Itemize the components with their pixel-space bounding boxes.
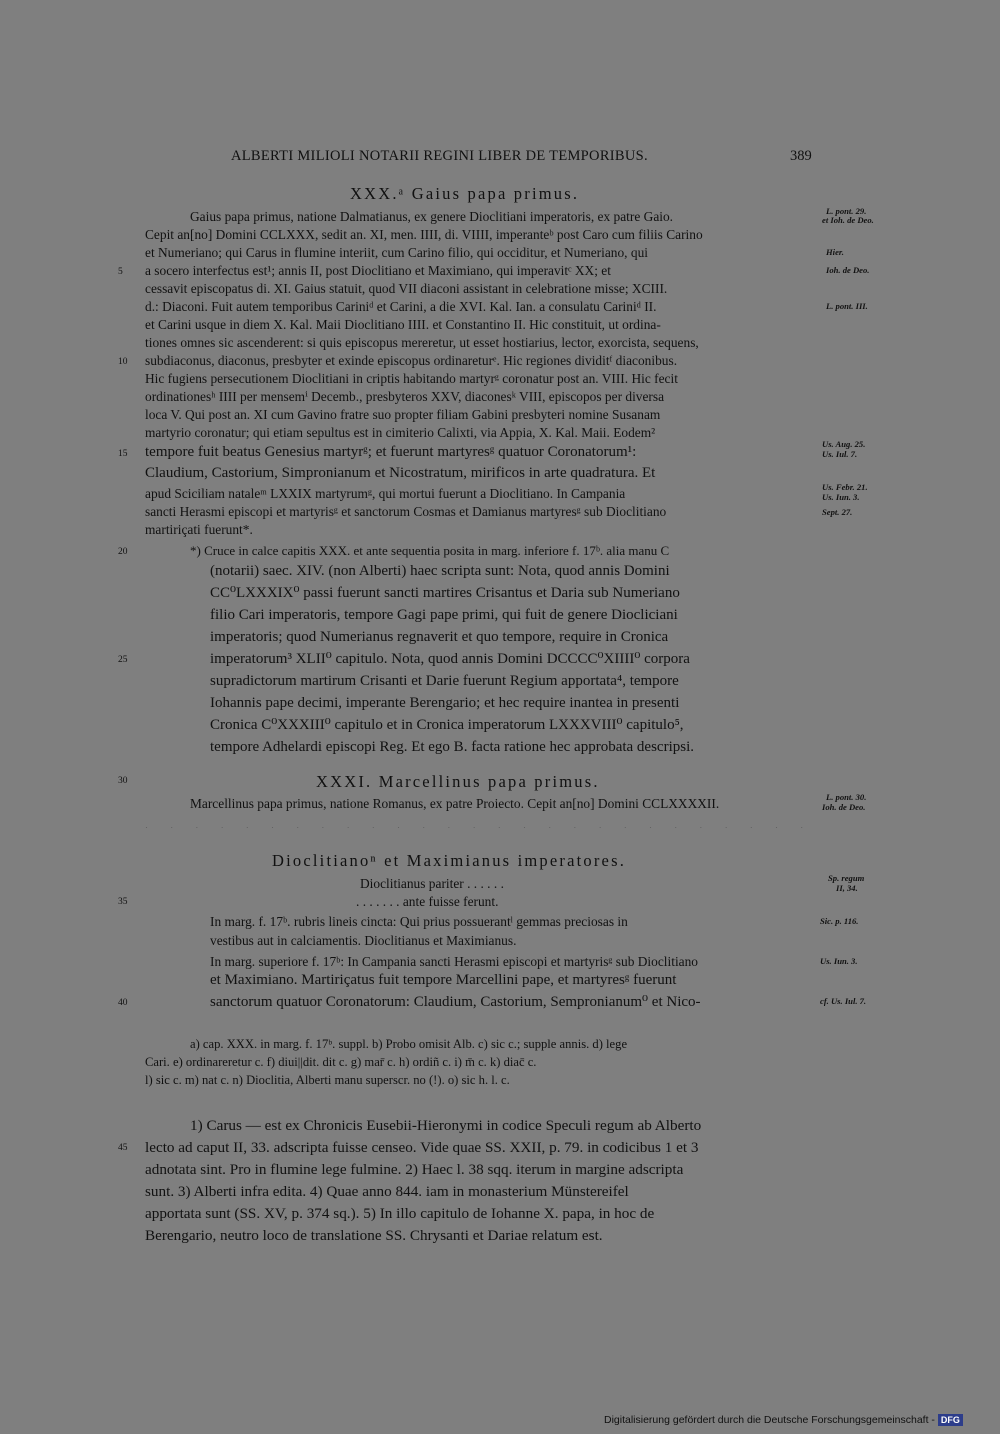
line-number: 30 [118,776,128,786]
text-line: cessavit episcopatus di. XI. Gaius statuit, quod VII diaconi assistant in celebratione misse; XCIII. [145,281,668,296]
text-line: tiones omnes sic ascenderent: si quis episcopus mereretur, ut esset hostiarius, lector, exorcista, sequens, [145,335,699,350]
page-number: 389 [790,148,812,164]
side-note: Sept. 27. [822,507,853,517]
text-line: Gaius papa primus, natione Dalmatianus, ex genere Dioclitiani imperatoris, ex patre Gaio. [190,209,674,224]
verse-line: . . . . . . . ante fuisse ferunt. [356,894,499,909]
footnote-line: sunt. 3) Alberti infra edita. 4) Quae anno 844. iam in monasterium Münstereifel [145,1183,629,1200]
footnote-line: adnotata sint. Pro in flumine lege fulmine. 2) Haec l. 38 sqq. iterum in margine adscripta [145,1161,684,1178]
footnote-line: 1) Carus — est ex Chronicis Eusebii-Hieronymi in codice Speculi regum ab Alberto [190,1117,702,1134]
text-line: martiriçati fuerunt*. [145,522,253,537]
note-line: imperatorum³ XLII⁰ capitulo. Nota, quod annis Domini DCCCC⁰XIIII⁰ corpora [210,651,690,667]
text-line: martyrio coronatur; qui etiam sepultus est in cimiterio Calixti, via Appia, X. Kal. Maii. Eodem² [145,425,656,440]
text-line: loca V. Qui post an. XI cum Gavino fratre suo propter filiam Gabini presbyteri nomine Susanam [145,407,661,422]
note-line: *) Cruce in calce capitis XXX. et ante sequentia posita in marg. inferiore f. 17ᵇ. alia manu C [190,543,670,558]
side-note: Us. Febr. 21. [822,482,868,492]
side-note: Ioh. de Deo. [822,802,866,812]
side-note: Us. Iun. 3. [820,956,858,966]
margin-note-line: et Maximiano. Martiriçatus fuit tempore Marcellini pape, et martyresᵍ fuerunt [210,972,677,988]
note-line: supradictorum martirum Crisanti et Darie fuerunt Regium apportata⁴, tempore [210,673,679,689]
text-line: d.: Diaconi. Fuit autem temporibus Cariniᵈ et Carini, a die XVI. Kal. Ian. a consulatu Cariniᵈ II. [145,299,657,314]
running-title: ALBERTI MILIOLI NOTARII REGINI LIBER DE TEMPORIBUS. [231,148,648,164]
dfg-logo: DFG [938,1414,963,1426]
footnote-line: apportata sunt (SS. XV, p. 374 sq.). 5) In illo capitulo de Iohanne X. papa, in hoc de [145,1205,655,1222]
text-line: et Carini usque in diem X. Kal. Maii Dioclitiano IIII. et Constantino II. Hic constituit, ut ordina- [145,317,661,332]
credit-text: Digitalisierung gefördert durch die Deutsche Forschungsgemeinschaft - [604,1414,935,1426]
margin-note-line: In marg. f. 17ᵇ. rubris lineis cincta: Qui prius possuerantˡ gemmas preciosas in [210,914,628,929]
line-number: 35 [118,897,128,907]
note-line: (notarii) saec. XIV. (non Alberti) haec scripta sunt: Nota, quod annis Domini [210,563,670,579]
side-note: Ioh. de Deo. [826,265,870,275]
apparatus-line: Cari. e) ordinareretur c. f) diui||dit. dit c. g) mar̄ c. h) ordiñ c. i) m̄ c. k) diac̄ c. [145,1055,537,1069]
text-line: a socero interfectus est¹; annis II, post Dioclitiano et Maximiano, qui imperavitᶜ XX; et [145,263,611,278]
margin-note-line: vestibus aut in calciamentis. Dioclitianus et Maximianus. [210,933,517,948]
text-line: ordinationesʰ IIII per mensemⁱ Decemb., presbyteros XXV, diaconesᵏ VIII, episcopos per diversa [145,389,665,404]
line-number: 45 [118,1143,128,1153]
side-note: et Ioh. de Deo. [822,215,874,225]
apparatus-line: a) cap. XXX. in marg. f. 17ᵇ. suppl. b) Probo omisit Alb. c) sic c.; supple annis. d) lege [190,1037,628,1051]
text-line: Cepit an[no] Domini CCLXXX, sedit an. XI, men. IIII, di. VIIII, imperanteᵇ post Caro cum filiis Carino [145,227,703,242]
note-line: CC⁰LXXXIX⁰ passi fuerunt sancti martires Crisantus et Daria sub Numeriano [210,585,680,601]
text-line: et Numeriano; qui Carus in flumine interiit, cum Carino filio, qui occiditur, et Numeriano, qui [145,245,648,260]
note-line: Cronica C⁰XXXIII⁰ capitulo et in Cronica imperatorum LXXXVIII⁰ capitulo⁵, [210,717,684,733]
text-line: Marcellinus papa primus, natione Romanus, ex patre Proiecto. Cepit an[no] Domini CCLXXXXII. [190,796,720,811]
text-line: Hic fugiens persecutionem Dioclitiani in criptis habitando martyrᵍ coronatur post an. VIII. Hic fecit [145,371,678,386]
note-line: imperatoris; quod Numerianus regnaverit et quo tempore, require in Cronica [210,629,669,645]
margin-note-line: sanctorum quatuor Coronatorum: Claudium, Castorium, Sempronianum⁰ et Nico- [210,994,701,1010]
line-number: 40 [118,998,128,1008]
chapter-30-title: XXX.ᵃ Gaius papa primus. [350,184,580,203]
section-title: Dioclitianoⁿ et Maximianus imperatores. [272,851,627,870]
side-note: Sic. p. 116. [820,916,859,926]
footnote-line: Berengario, neutro loco de translatione SS. Chrysanti et Dariae relatum est. [145,1227,603,1244]
side-note: Us. Aug. 25. [822,439,866,449]
side-note: Hier. [826,247,844,257]
side-note: Us. Iul. 7. [822,449,858,459]
footnote-line: lecto ad caput II, 33. adscripta fuisse censeo. Vide quae SS. XXII, p. 79. in codicibus 1 et 3 [145,1139,699,1156]
side-note: L. pont. 29. [826,206,867,216]
line-number: 15 [118,449,128,459]
text-line: tempore fuit beatus Genesius martyrᵍ; et fuerunt martyresᵍ quatuor Coronatorum¹: [145,444,637,460]
side-note: L. pont. III. [826,301,868,311]
line-number: 10 [118,357,128,367]
line-number: 20 [118,547,128,557]
line-number: 25 [118,655,128,665]
line-number: 5 [118,267,123,277]
side-note: II, 34. [836,883,858,893]
text-line: subdiaconus, diaconus, presbyter et exinde episcopus ordinareturᵉ. Hic regiones dividitᶠ diaconibus. [145,353,678,368]
note-line: Iohannis pape decimi, imperante Berengario; et hec require inantea in presenti [210,695,680,711]
text-line: Claudium, Castorium, Simpronianum et Nicostratum, mirificos in arte quadratura. Et [145,465,656,481]
digitization-credit [604,1414,963,1426]
side-note: Us. Iun. 3. [822,492,860,502]
ellipsis-line: . . . . . . . . . . . . . . . . . . . . . . . . . . . [145,818,813,828]
side-note: Sp. regum [828,873,865,883]
side-note: cf. Us. Iul. 7. [820,996,867,1006]
text-line: apud Sciciliam nataleᵐ LXXIX martyrumᵍ, qui mortui fuerunt a Dioclitiano. In Campania [145,486,626,501]
note-line: tempore Adhelardi episcopi Reg. Et ego B. facta ratione hec approbata descripsi. [210,739,694,755]
side-note: L. pont. 30. [826,792,867,802]
note-line: filio Cari imperatoris, tempore Gagi pape primi, qui fuit de genere Diocliciani [210,607,678,623]
margin-note-line: In marg. superiore f. 17ᵇ: In Campania sancti Herasmi episcopi et martyrisᵍ sub Dioclitiano [210,954,699,969]
apparatus-line: l) sic c. m) nat c. n) Dioclitia, Alberti manu superscr. no (!). o) sic h. l. c. [145,1073,510,1087]
chapter-31-title: XXXI. Marcellinus papa primus. [316,772,600,791]
text-line: sancti Herasmi episcopi et martyrisᵍ et sanctorum Cosmas et Damianus martyresᵍ sub Dioclitiano [145,504,667,519]
verse-line: Dioclitianus pariter . . . . . . [360,876,504,891]
